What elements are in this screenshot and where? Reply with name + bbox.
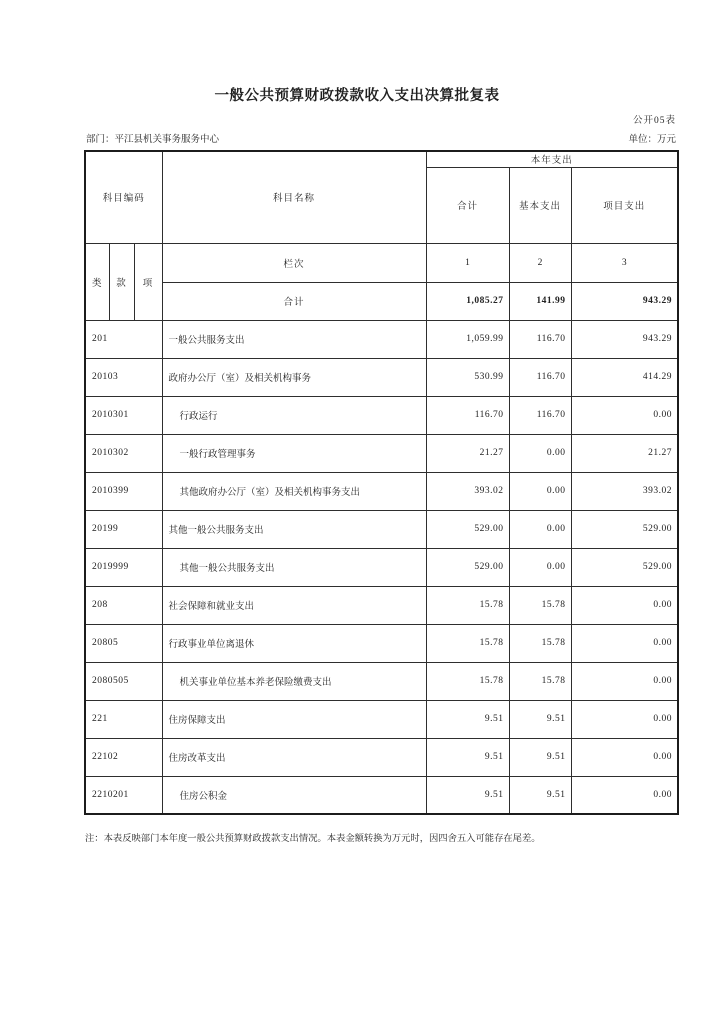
table-row bbox=[85, 472, 678, 510]
column-number-2: 2 bbox=[509, 243, 571, 282]
column-number-1: 1 bbox=[426, 243, 509, 282]
total-cell: 9.51 bbox=[426, 738, 509, 776]
project-cell: 414.29 bbox=[571, 358, 678, 396]
subject-name-cell: 一般行政管理事务 bbox=[162, 434, 426, 472]
header-section: 款 bbox=[109, 243, 134, 320]
header-subject-code: 科目编码 bbox=[85, 151, 162, 243]
table-row bbox=[85, 434, 678, 472]
basic-cell: 15.78 bbox=[509, 586, 571, 624]
basic-cell: 0.00 bbox=[509, 434, 571, 472]
project-cell: 0.00 bbox=[571, 776, 678, 814]
total-cell: 393.02 bbox=[426, 472, 509, 510]
header-category: 类 bbox=[85, 243, 109, 320]
subject-name-cell: 其他一般公共服务支出 bbox=[162, 548, 426, 586]
summary-project: 943.29 bbox=[571, 282, 678, 320]
project-cell: 21.27 bbox=[571, 434, 678, 472]
header-item: 项 bbox=[134, 243, 162, 320]
subject-code-cell: 20805 bbox=[85, 624, 162, 662]
table-row bbox=[85, 548, 678, 586]
project-cell: 0.00 bbox=[571, 700, 678, 738]
basic-cell: 0.00 bbox=[509, 510, 571, 548]
total-cell: 1,059.99 bbox=[426, 320, 509, 358]
basic-cell: 0.00 bbox=[509, 472, 571, 510]
subject-name-cell: 行政运行 bbox=[162, 396, 426, 434]
basic-cell: 116.70 bbox=[509, 358, 571, 396]
basic-cell: 116.70 bbox=[509, 320, 571, 358]
basic-cell: 15.78 bbox=[509, 662, 571, 700]
total-cell: 529.00 bbox=[426, 510, 509, 548]
page-title: 一般公共预算财政拨款收入支出决算批复表 bbox=[214, 88, 500, 104]
total-cell: 15.78 bbox=[426, 662, 509, 700]
table-row bbox=[85, 624, 678, 662]
basic-cell: 0.00 bbox=[509, 548, 571, 586]
header-column-label: 栏次 bbox=[162, 243, 426, 282]
table-number: 公开05表 bbox=[632, 116, 676, 126]
table-row bbox=[85, 662, 678, 700]
summary-basic: 141.99 bbox=[509, 282, 571, 320]
project-cell: 943.29 bbox=[571, 320, 678, 358]
project-cell: 0.00 bbox=[571, 662, 678, 700]
header-basic-expenditure: 基本支出 bbox=[509, 167, 571, 243]
subject-name-cell: 一般公共服务支出 bbox=[162, 320, 426, 358]
basic-cell: 9.51 bbox=[509, 700, 571, 738]
subject-name-cell: 住房保障支出 bbox=[162, 700, 426, 738]
subject-code-cell: 2010302 bbox=[85, 434, 162, 472]
total-cell: 15.78 bbox=[426, 624, 509, 662]
unit-label: 单位：万元 bbox=[628, 135, 676, 145]
footnote: 注：本表反映部门本年度一般公共预算财政拨款支出情况。本表金额转换为万元时，因四舍五入可能存在尾差。 bbox=[85, 834, 541, 844]
project-cell: 529.00 bbox=[571, 548, 678, 586]
subject-code-cell: 2080505 bbox=[85, 662, 162, 700]
subject-code-cell: 2019999 bbox=[85, 548, 162, 586]
table-row bbox=[85, 738, 678, 776]
subject-name-cell: 其他政府办公厅（室）及相关机构事务支出 bbox=[162, 472, 426, 510]
meta-row bbox=[86, 131, 676, 145]
basic-cell: 15.78 bbox=[509, 624, 571, 662]
table-row bbox=[85, 510, 678, 548]
total-cell: 9.51 bbox=[426, 776, 509, 814]
subject-code-cell: 221 bbox=[85, 700, 162, 738]
subject-name-cell: 其他一般公共服务支出 bbox=[162, 510, 426, 548]
subject-code-cell: 22102 bbox=[85, 738, 162, 776]
header-project-expenditure: 项目支出 bbox=[571, 167, 678, 243]
table-row bbox=[85, 358, 678, 396]
subject-name-cell: 机关事业单位基本养老保险缴费支出 bbox=[162, 662, 426, 700]
subject-code-cell: 2010399 bbox=[85, 472, 162, 510]
total-cell: 15.78 bbox=[426, 586, 509, 624]
total-cell: 116.70 bbox=[426, 396, 509, 434]
subject-code-cell: 208 bbox=[85, 586, 162, 624]
project-cell: 0.00 bbox=[571, 586, 678, 624]
summary-row-label: 合计 bbox=[162, 282, 426, 320]
header-total: 合计 bbox=[426, 167, 509, 243]
basic-cell: 9.51 bbox=[509, 738, 571, 776]
table-row bbox=[85, 396, 678, 434]
basic-cell: 9.51 bbox=[509, 776, 571, 814]
table-row bbox=[85, 586, 678, 624]
subject-code-cell: 20103 bbox=[85, 358, 162, 396]
subject-code-cell: 20199 bbox=[85, 510, 162, 548]
project-cell: 529.00 bbox=[571, 510, 678, 548]
basic-cell: 116.70 bbox=[509, 396, 571, 434]
header-current-year-expenditure: 本年支出 bbox=[426, 151, 678, 167]
subject-name-cell: 行政事业单位离退休 bbox=[162, 624, 426, 662]
subject-name-cell: 住房公积金 bbox=[162, 776, 426, 814]
project-cell: 0.00 bbox=[571, 624, 678, 662]
department-label: 部门：平江县机关事务服务中心 bbox=[86, 135, 220, 145]
total-cell: 529.00 bbox=[426, 548, 509, 586]
total-cell: 9.51 bbox=[426, 700, 509, 738]
subject-code-cell: 201 bbox=[85, 320, 162, 358]
project-cell: 0.00 bbox=[571, 396, 678, 434]
table-row bbox=[85, 776, 678, 814]
total-cell: 21.27 bbox=[426, 434, 509, 472]
total-cell: 530.99 bbox=[426, 358, 509, 396]
budget-table bbox=[84, 150, 679, 815]
column-number-3: 3 bbox=[571, 243, 678, 282]
project-cell: 393.02 bbox=[571, 472, 678, 510]
summary-total: 1,085.27 bbox=[426, 282, 509, 320]
project-cell: 0.00 bbox=[571, 738, 678, 776]
table-row bbox=[85, 700, 678, 738]
subject-name-cell: 政府办公厅（室）及相关机构事务 bbox=[162, 358, 426, 396]
header-subject-name: 科目名称 bbox=[162, 151, 426, 243]
table-row bbox=[85, 320, 678, 358]
subject-code-cell: 2010301 bbox=[85, 396, 162, 434]
subject-name-cell: 住房改革支出 bbox=[162, 738, 426, 776]
subject-name-cell: 社会保障和就业支出 bbox=[162, 586, 426, 624]
subject-code-cell: 2210201 bbox=[85, 776, 162, 814]
